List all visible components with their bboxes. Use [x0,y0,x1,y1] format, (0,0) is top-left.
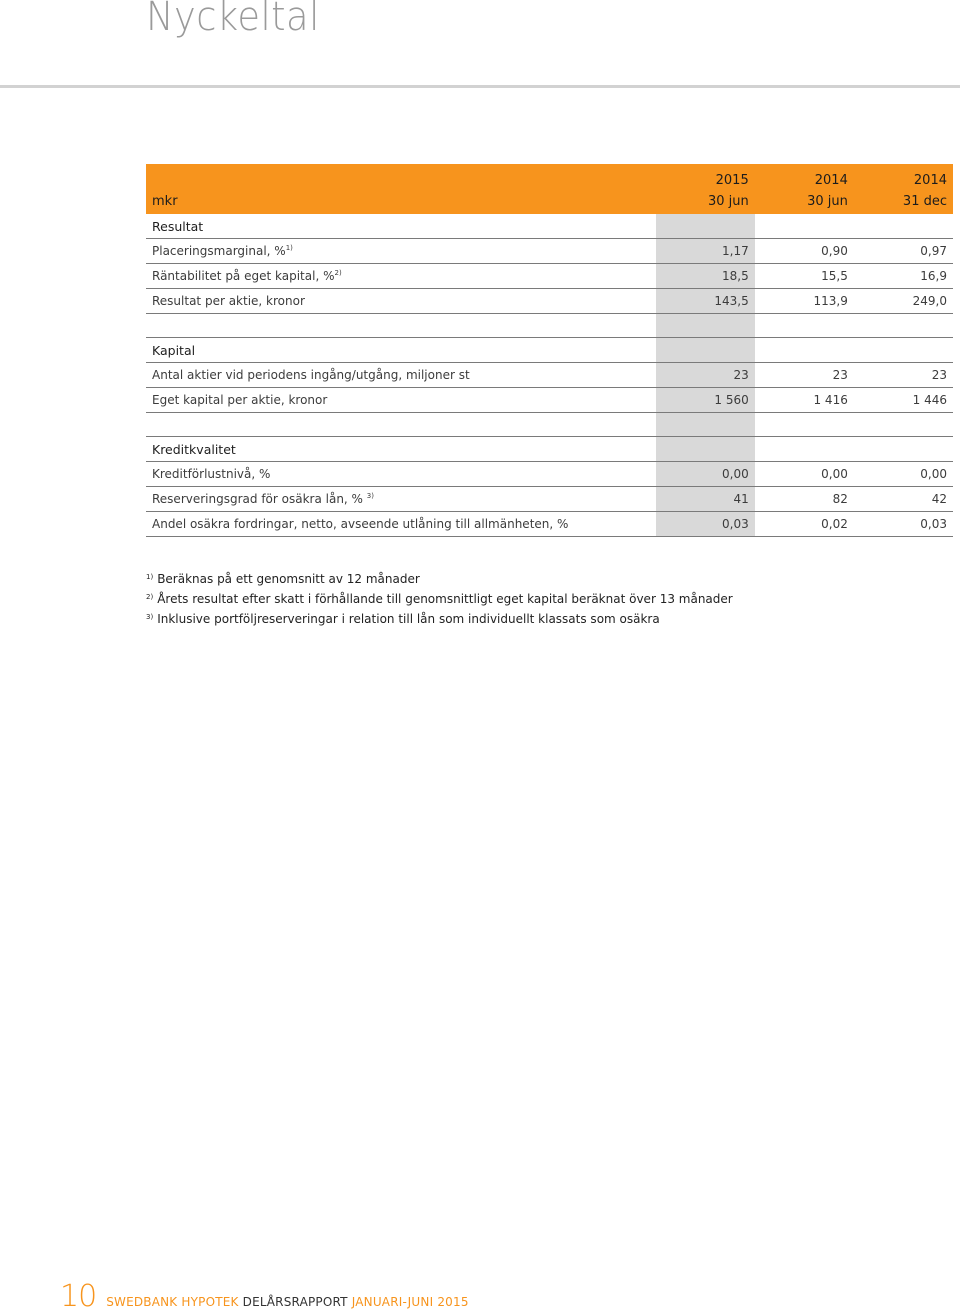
footnote-ref: 2) [334,269,342,277]
footnote-ref: 3) [366,492,374,500]
cell-value: 0,02 [755,512,854,537]
footer-brand: SWEDBANK HYPOTEK [106,1295,239,1309]
footnote-mark: 1) [146,573,154,581]
cell-value: 42 [854,487,953,512]
table-row [146,289,953,314]
cell-value: 23 [854,363,953,388]
row-label: Eget kapital per aktie, kronor [146,388,656,413]
col-year: 2014 [854,164,953,189]
footnote-ref: 1) [285,244,293,252]
cell-value: 1 446 [854,388,953,413]
col-date: 30 jun [755,189,854,214]
col-date: 31 dec [854,189,953,214]
cell-value: 1,17 [656,239,755,264]
table-row [146,239,953,264]
spacer-row [146,413,953,437]
row-label: Resultat per aktie, kronor [146,289,656,314]
footnote-text: Årets resultat efter skatt i förhållande till genomsnittligt eget kapital beräknat över 13 månader [157,592,733,606]
section-heading: Kreditkvalitet [146,437,656,462]
key-figures-table [146,164,953,537]
cell-value: 18,5 [656,264,755,289]
cell-value: 143,5 [656,289,755,314]
unit-label: mkr [146,189,656,214]
row-label: Antal aktier vid periodens ingång/utgång, miljoner st [146,363,656,388]
cell-value: 23 [755,363,854,388]
footnote [146,590,733,610]
page-number: 10 [60,1279,97,1314]
spacer-row [146,314,953,338]
cell-value: 41 [656,487,755,512]
section-heading-row [146,437,953,462]
cell-value: 0,90 [755,239,854,264]
footnote-text: Inklusive portföljreserveringar i relation till lån som individuellt klassats som osäkra [157,612,660,626]
footer-brand-line [106,1295,469,1312]
header-row-years [146,164,953,189]
footnote [146,570,733,590]
col-date: 30 jun [656,189,755,214]
cell-value: 0,00 [656,462,755,487]
col-year: 2014 [755,164,854,189]
table-row [146,462,953,487]
table-row [146,363,953,388]
row-label: Räntabilitet på eget kapital, % [152,269,335,283]
cell-value: 15,5 [755,264,854,289]
title-divider [0,85,960,88]
table-row [146,264,953,289]
cell-value: 23 [656,363,755,388]
row-label: Placeringsmarginal, % [152,244,286,258]
table-row [146,512,953,537]
footnote-mark: 3) [146,613,154,621]
cell-value: 0,00 [755,462,854,487]
cell-value: 82 [755,487,854,512]
row-label: Kreditförlustnivå, % [146,462,656,487]
footer-period: JANUARI-JUNI 2015 [351,1295,469,1309]
row-label: Andel osäkra fordringar, netto, avseende utlåning till allmänheten, % [146,512,656,537]
table-row [146,487,953,512]
section-heading-row [146,338,953,363]
footnote [146,610,733,630]
row-label: Reserveringsgrad för osäkra lån, % [152,492,363,506]
footnotes [146,570,733,630]
cell-value: 0,03 [854,512,953,537]
col-year: 2015 [656,164,755,189]
footnote-mark: 2) [146,593,154,601]
page-title: Nyckeltal [146,0,320,40]
cell-value: 1 560 [656,388,755,413]
section-heading: Kapital [146,338,656,363]
section-heading-row [146,214,953,239]
footnote-text: Beräknas på ett genomsnitt av 12 månader [157,572,420,586]
footer-report: DELÅRSRAPPORT [242,1295,348,1309]
section-heading: Resultat [146,214,656,239]
table-row [146,388,953,413]
cell-value: 1 416 [755,388,854,413]
cell-value: 0,00 [854,462,953,487]
cell-value: 113,9 [755,289,854,314]
page-footer [60,1278,469,1312]
cell-value: 16,9 [854,264,953,289]
cell-value: 0,97 [854,239,953,264]
cell-value: 0,03 [656,512,755,537]
cell-value: 249,0 [854,289,953,314]
header-row-dates [146,189,953,214]
